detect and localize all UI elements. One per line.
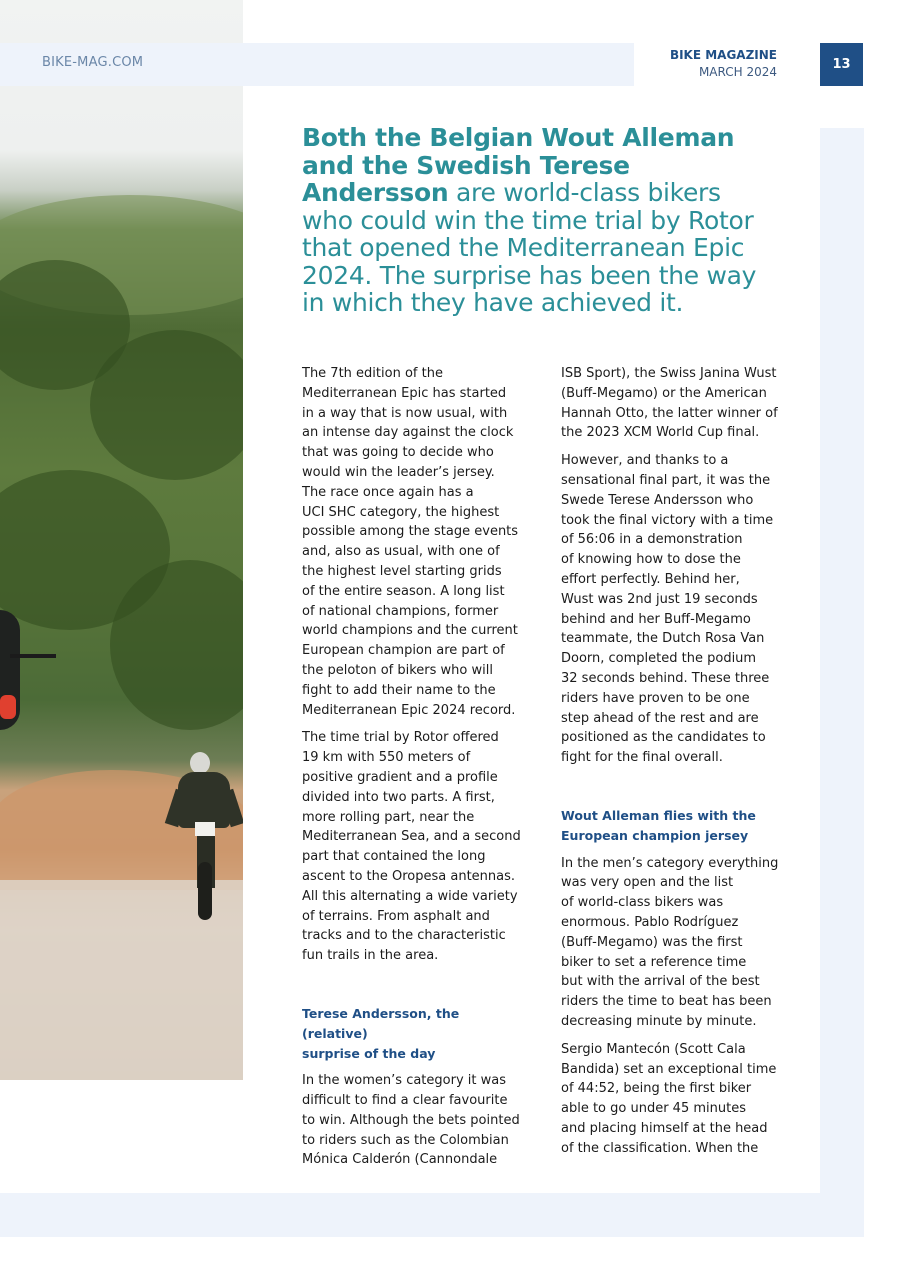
article-column-1 bbox=[302, 364, 524, 1178]
rider-body bbox=[178, 772, 230, 828]
headline-light: are world-class bikers who could win the time trial by Rotor that opened the Mediterranean Epic 2024. The surprise has been the way in which they have achieved it. bbox=[302, 178, 757, 317]
section-heading: Terese Andersson, the (relative) surprise of the day bbox=[302, 1005, 460, 1061]
spacer bbox=[302, 974, 524, 1004]
spacer bbox=[561, 776, 783, 806]
paragraph: ISB Sport), the Swiss Janina Wust (Buff-Megamo) or the American Hannah Otto, the latter winner of the 2023 XCM World Cup final. bbox=[561, 366, 778, 441]
article-column-2 bbox=[561, 364, 783, 1166]
tree-shape bbox=[90, 330, 243, 480]
cyclists-photo bbox=[0, 0, 243, 1080]
paragraph: Sergio Mantecón (Scott Cala Bandida) set an exceptional time of 44:52, being the first biker able to go under 45 minutes and placing himself at the head of the classification. When the bbox=[561, 1041, 777, 1156]
page-frame-right bbox=[820, 128, 864, 1237]
paragraph: However, and thanks to a sensational final part, it was the Swede Terese Andersson who took the final victory with a time of 56:06 in a demonstration of knowing how to dose the effort perfectly. Behind her, Wust was 2nd just 19 seconds behind and her Buff-Megamo teammate, the Dutch Rosa Van Doorn, completed the podium 32 seconds behind. These three riders have proven to be one step ahead of the rest and are positioned as the candidates to fight for the final overall. bbox=[561, 453, 774, 766]
paragraph: The time trial by Rotor offered 19 km with 550 meters of positive gradient and a profile divided into two parts. A first, more rolling part, near the Mediterranean Sea, and a second part that contained the long ascent to the Oropesa antennas. All this alternating a wide variety of terrains. From asphalt and tracks and to the characteristic fun trails in the area. bbox=[302, 730, 521, 964]
red-glove bbox=[0, 695, 16, 719]
bike-wheel bbox=[198, 862, 212, 920]
paragraph: The 7th edition of the Mediterranean Epic has started in a way that is now usual, with an intense day against the clock that was going to decide who would win the leader’s jersey. The race once again has a UCI SHC category, the highest possible among the stage events and, also as usual, with one of the highest level starting grids of the entire season. A long list of national champions, former world champions and the current European champion are part of the peloton of bikers who will fight to add their name to the Mediterranean Epic 2024 record. bbox=[302, 366, 519, 718]
handlebar bbox=[10, 654, 56, 658]
headline-bold: Both the Belgian Wout Alleman and the Swedish Terese Andersson bbox=[302, 123, 735, 207]
page-number: 13 bbox=[820, 43, 863, 86]
site-url[interactable]: BIKE-MAG.COM bbox=[42, 55, 144, 70]
rider-helmet bbox=[190, 752, 210, 774]
magazine-name: BIKE MAGAZINE bbox=[669, 48, 777, 62]
issue-date: MARCH 2024 bbox=[698, 65, 777, 79]
article-headline bbox=[302, 124, 772, 317]
section-heading: Wout Alleman flies with the European champion jersey bbox=[561, 807, 756, 843]
race-number-plate bbox=[195, 822, 215, 836]
paragraph: In the women’s category it was difficult to find a clear favourite to win. Although the bets pointed to riders such as the Colombian Mónica Calderón (Cannondale bbox=[302, 1073, 520, 1168]
page-frame-bottom bbox=[0, 1193, 864, 1237]
paragraph: In the men’s category everything was very open and the list of world-class bikers was enormous. Pablo Rodríguez (Buff-Megamo) was the first biker to set a reference time but with the arrival of the best riders the time to beat has been decreasing minute by minute. bbox=[561, 855, 779, 1029]
